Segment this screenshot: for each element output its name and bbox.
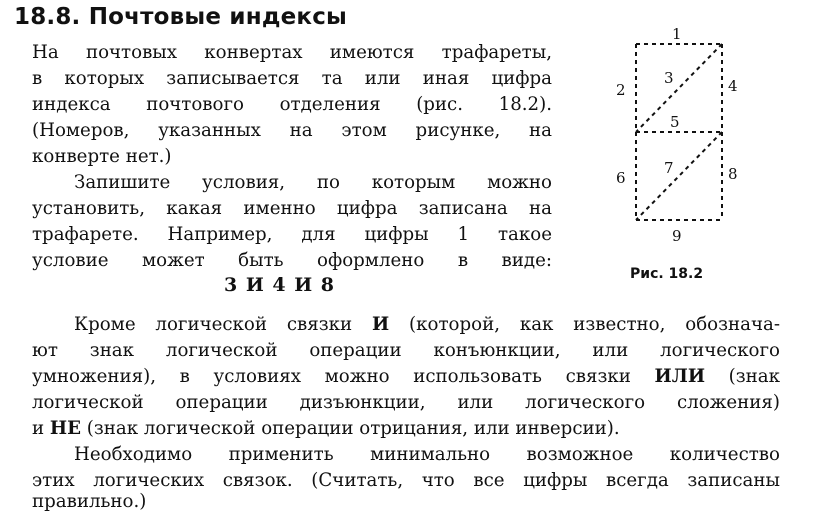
segment-label-8: 8 [728, 165, 738, 183]
segment-label-2: 2 [616, 81, 626, 99]
para3-line-5 [32, 416, 620, 442]
stencil-figure [604, 22, 760, 257]
para2-line-2: установить, какая именно цифра записана на [32, 198, 552, 219]
segment-7-line [636, 132, 722, 220]
para1-line-4: (Номеров, указанных на этом рисунке, на [32, 120, 552, 141]
para3-line-5-a: и [32, 418, 50, 439]
and-keyword: И [372, 314, 390, 335]
para3-line-1-c: (которой, как известно, обознача- [389, 314, 780, 335]
para3-line-1 [74, 312, 780, 338]
para2-line-4: условие может быть оформлено в виде: [32, 250, 552, 271]
para3-line-4: логической операции дизъюнкции, или логического сложения) [32, 392, 780, 413]
para4-line-3: правильно.) [32, 491, 147, 512]
stencil-diagram [604, 22, 760, 257]
segment-label-5: 5 [670, 113, 680, 131]
para3-line-1-a: Кроме логической связки [74, 314, 373, 335]
section-title: 18.8. Почтовые индексы [14, 4, 348, 30]
segment-label-9: 9 [672, 227, 682, 245]
not-keyword: НЕ [49, 418, 81, 439]
figure-caption: Рис. 18.2 [630, 266, 704, 282]
segment-label-7: 7 [664, 159, 674, 177]
para1-line-1: На почтовых конвертах имеются трафареты, [32, 42, 552, 63]
para3-line-3-a: умножения), в условиях можно использовать связки [32, 366, 655, 387]
para1-line-3: индекса почтового отделения (рис. 18.2). [32, 94, 552, 115]
or-keyword: ИЛИ [654, 366, 705, 387]
para3-line-3 [32, 364, 780, 390]
segment-label-6: 6 [616, 169, 626, 187]
segment-label-1: 1 [672, 25, 682, 43]
para2-line-3: трафарете. Например, для цифры 1 такое [32, 224, 552, 245]
para2-line-1: Запишите условия, по которым можно [74, 172, 552, 193]
para3-line-2: ют знак логической операции конъюнкции, или логического [32, 340, 780, 361]
segment-label-4: 4 [728, 77, 738, 95]
para1-line-2: в которых записывается та или иная цифра [32, 68, 552, 89]
para1-line-5: конверте нет.) [32, 146, 172, 167]
segment-label-3: 3 [664, 69, 674, 87]
para3-line-3-c: (знак [705, 366, 780, 387]
para4-line-1: Необходимо применить минимально возможное количество [74, 444, 780, 465]
example-formula: 3 И 4 И 8 [224, 274, 336, 296]
para3-line-5-c: (знак логической операции отрицания, или инверсии). [80, 418, 620, 439]
para4-line-2: этих логических связок. (Считать, что все цифры всегда записаны [32, 470, 780, 491]
